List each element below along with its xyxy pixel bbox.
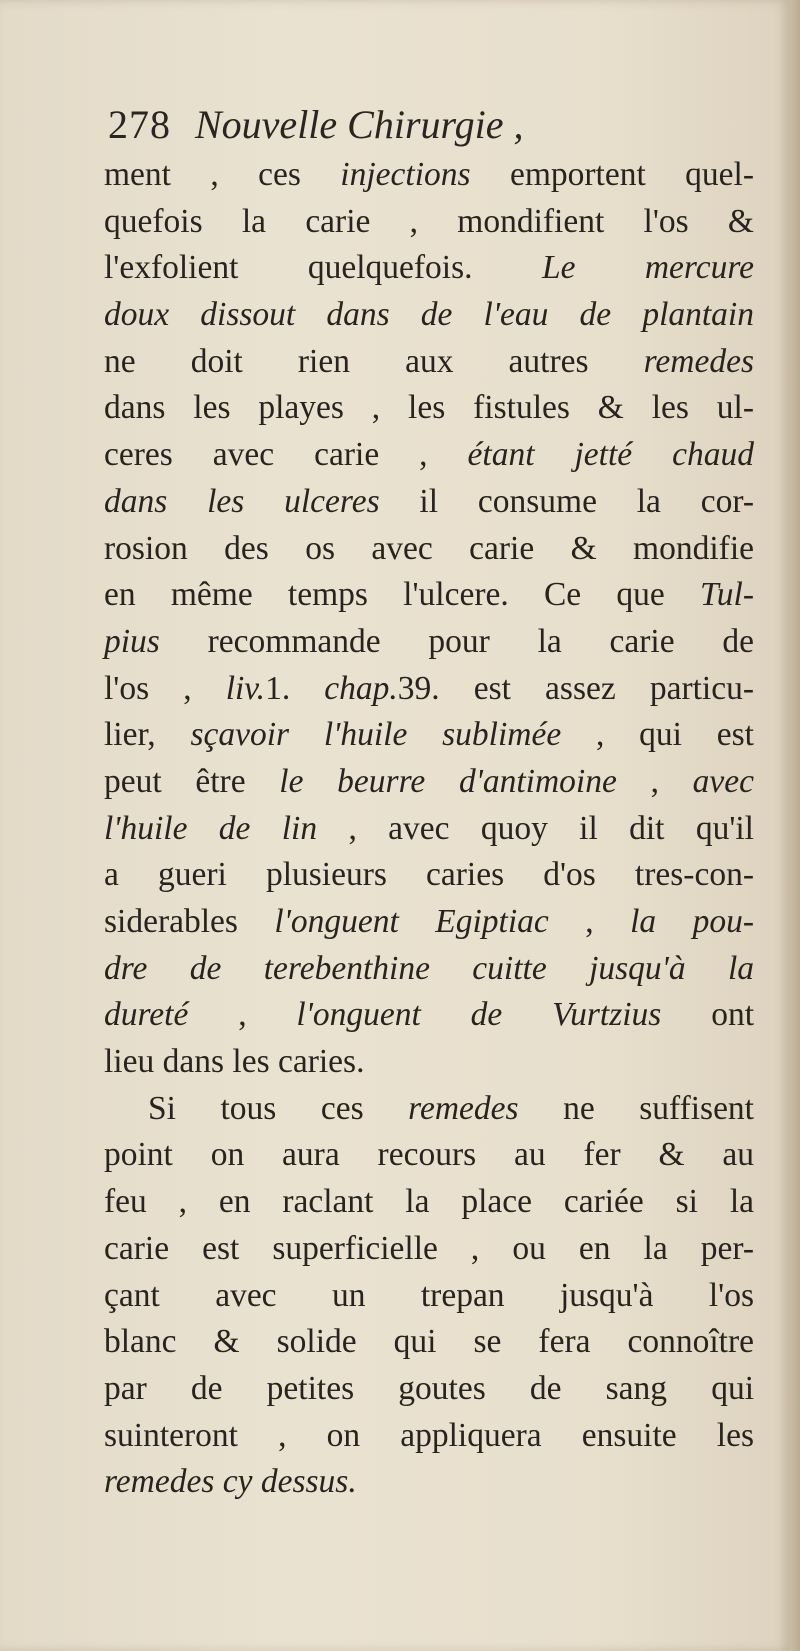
page-number: 278 — [108, 102, 171, 147]
text-line — [104, 1086, 754, 1133]
roman-text: point on aura recours au fer & au — [104, 1136, 754, 1174]
page-edge — [790, 0, 800, 1651]
text-line — [104, 526, 754, 573]
italic-text: injections — [340, 156, 471, 193]
italic-text: dureté — [104, 996, 189, 1034]
text-line — [104, 432, 754, 479]
text-line — [104, 712, 754, 759]
italic-text: le beurre d'antimoine — [279, 762, 617, 800]
text-line — [104, 1179, 754, 1226]
italic-text: sçavoir l'huile sublimée — [190, 716, 562, 754]
text-line — [104, 899, 754, 946]
roman-text: peut être — [104, 762, 280, 800]
text-line — [104, 1226, 754, 1273]
roman-text: blanc & solide qui se fera connoître — [104, 1323, 754, 1361]
text-line — [104, 572, 754, 619]
roman-text: 39. est assez particu- — [397, 669, 754, 707]
text-line — [104, 619, 754, 666]
text-line — [104, 1039, 754, 1086]
italic-text: étant jetté chaud — [467, 436, 755, 474]
roman-text: ne suffisent — [518, 1089, 754, 1127]
italic-text: avec — [692, 762, 754, 800]
roman-text: rosion des os avec carie & mondifie — [104, 529, 754, 567]
roman-text: par de petites goutes de sang qui — [104, 1369, 754, 1407]
roman-text: siderables — [104, 903, 275, 940]
roman-text: ont — [661, 996, 754, 1034]
text-line — [104, 759, 754, 806]
roman-text: ne doit rien aux autres — [104, 342, 644, 380]
roman-text: en même temps l'ulcere. Ce que — [104, 576, 700, 614]
text-line — [104, 1132, 754, 1179]
italic-text: l'onguent de Vurtzius — [296, 996, 662, 1034]
italic-text: l'onguent Egiptiac — [274, 903, 549, 940]
roman-text: dans les playes , les fistules & les ul- — [104, 389, 754, 427]
text-line — [104, 1273, 754, 1320]
roman-text: lieu dans les caries. — [104, 1043, 365, 1081]
text-line — [104, 1413, 754, 1460]
italic-text: l'huile de lin — [104, 809, 318, 847]
text-line — [104, 666, 754, 713]
text-line — [104, 1319, 754, 1366]
roman-text: çant avec un trepan jusqu'à l'os — [104, 1276, 754, 1314]
roman-text: carie est superficielle , ou en la per- — [104, 1229, 754, 1267]
italic-text: liv. — [225, 669, 266, 707]
text-line — [104, 479, 754, 526]
italic-text: remedes cy dessus. — [104, 1463, 357, 1501]
running-header — [108, 100, 668, 150]
page-body-text — [104, 152, 754, 1506]
text-line — [104, 852, 754, 899]
roman-text: suinteront , on appliquera ensuite les — [104, 1416, 754, 1454]
roman-text: l'os , — [104, 669, 226, 707]
roman-text: quefois la carie , mondifient l'os & — [104, 202, 754, 240]
italic-text: chap. — [324, 669, 398, 707]
text-line — [104, 1459, 754, 1506]
roman-text: a gueri plusieurs caries d'os tres-con- — [104, 856, 754, 894]
roman-text: lier, — [104, 716, 191, 754]
roman-text: , — [616, 762, 693, 800]
italic-text: dre de terebenthine cuitte jusqu'à la — [104, 949, 754, 987]
italic-text: Tul- — [700, 576, 754, 614]
text-line — [104, 292, 754, 339]
roman-text: ment , ces — [104, 156, 341, 193]
paragraph — [104, 1086, 754, 1506]
roman-text: , qui est — [561, 716, 754, 754]
italic-text: Le mercure — [541, 249, 754, 287]
paragraph — [104, 152, 754, 1086]
text-line — [104, 806, 754, 853]
roman-text: Si tous ces — [148, 1089, 409, 1127]
roman-text: emportent quel- — [470, 156, 754, 193]
italic-text: la pou- — [630, 903, 755, 940]
italic-text: remedes — [408, 1089, 519, 1127]
italic-text: remedes — [643, 342, 754, 380]
roman-text: feu , en raclant la place cariée si la — [104, 1183, 754, 1221]
roman-text: , avec quoy il dit qu'il — [317, 809, 754, 847]
running-title: Nouvelle Chirurgie , — [195, 102, 524, 147]
text-line — [104, 152, 754, 199]
roman-text: , — [188, 996, 297, 1034]
italic-text: doux dissout dans de l'eau de plantain — [104, 296, 754, 334]
roman-text: recommande pour la carie de — [159, 622, 754, 660]
text-line — [104, 946, 754, 993]
roman-text: l'exfolient quelquefois. — [104, 249, 542, 287]
text-line — [104, 245, 754, 292]
text-line — [104, 339, 754, 386]
text-line — [104, 385, 754, 432]
text-line — [104, 1366, 754, 1413]
roman-text: , — [548, 903, 631, 940]
italic-text: dans les ulceres — [104, 482, 380, 520]
roman-text: il consume la cor- — [379, 482, 754, 520]
text-line — [104, 992, 754, 1039]
italic-text: pius — [104, 622, 160, 660]
text-line — [104, 199, 754, 246]
roman-text: ceres avec carie , — [104, 436, 468, 474]
roman-text: 1. — [265, 669, 325, 707]
